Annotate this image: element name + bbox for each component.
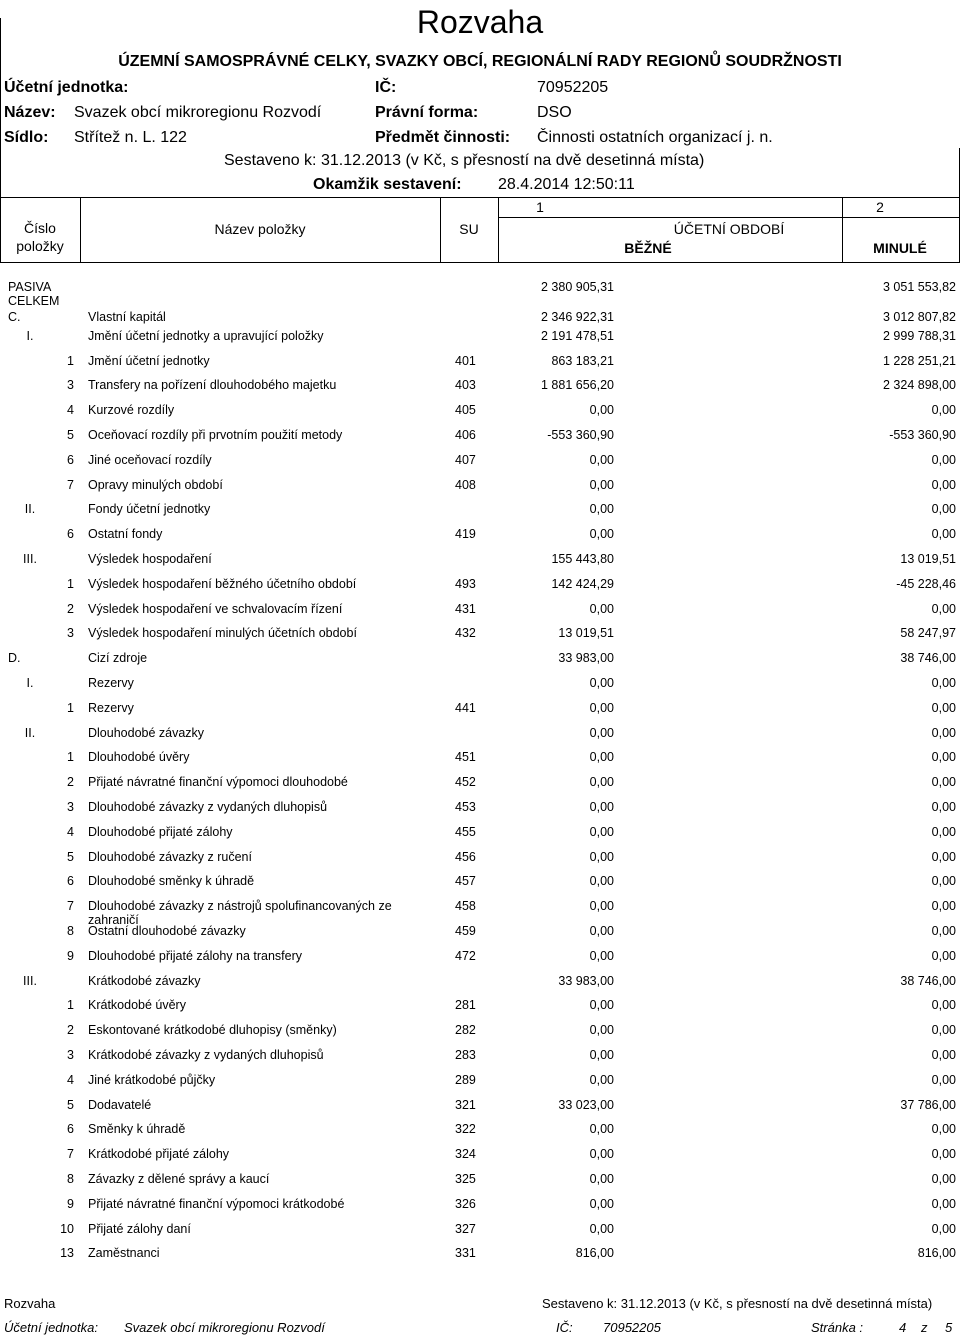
table-row — [0, 552, 960, 576]
table-row — [0, 428, 960, 452]
row-previous-value: 0,00 — [931, 948, 956, 963]
table-row — [0, 280, 960, 308]
table-header-line — [80, 197, 81, 263]
row-current-value: 0,00 — [589, 874, 614, 889]
row-number: 6 — [67, 452, 74, 467]
row-name: Přijaté zálohy daní — [88, 1221, 191, 1236]
row-su: 406 — [455, 428, 476, 442]
footer-total: 5 — [945, 1320, 953, 1335]
table-row — [0, 949, 960, 973]
row-number: 3 — [67, 626, 74, 641]
row-current-value: 0,00 — [589, 403, 614, 418]
row-number: 5 — [67, 428, 74, 442]
table-row — [0, 1023, 960, 1047]
row-name: Opravy minulých období — [88, 477, 223, 492]
row-number: 9 — [67, 1196, 74, 1211]
row-name: Krátkodobé závazky z vydaných dluhopisů — [88, 1048, 324, 1062]
row-number: 3 — [67, 378, 74, 393]
row-name: Jmění účetní jednotky — [88, 353, 210, 368]
row-number: 8 — [67, 1172, 74, 1186]
row-previous-value: 0,00 — [931, 1122, 956, 1137]
table-row — [0, 1197, 960, 1221]
row-previous-value: 0,00 — [931, 1048, 956, 1062]
row-section: D. — [8, 651, 21, 666]
row-name: Dlouhodobé závazky z nástrojů spolufinancovaných ze zahraničí — [88, 899, 392, 928]
table-row — [0, 726, 960, 750]
table-header-line — [498, 217, 960, 218]
table-row — [0, 1122, 960, 1146]
row-previous-value: 3 051 553,82 — [883, 280, 956, 294]
row-previous-value: 3 012 807,82 — [883, 310, 956, 324]
table-row — [0, 800, 960, 824]
row-number: 4 — [67, 824, 74, 839]
footer-of: z — [921, 1320, 928, 1335]
previous-period-header: MINULÉ — [873, 240, 927, 256]
row-name: Krátkodobé úvěry — [88, 998, 186, 1013]
row-current-value: 142 424,29 — [551, 576, 614, 591]
row-number: 4 — [67, 403, 74, 418]
row-name: Dlouhodobé přijaté zálohy — [88, 824, 233, 839]
row-current-value: 0,00 — [589, 824, 614, 839]
row-current-value: 0,00 — [589, 1048, 614, 1062]
row-current-value: 13 019,51 — [558, 626, 614, 641]
table-header-line — [440, 197, 441, 263]
row-su: 282 — [455, 1023, 476, 1038]
row-number: 2 — [67, 775, 74, 790]
row-su: 472 — [455, 948, 476, 963]
legal-form-label: Právní forma: — [375, 104, 479, 121]
row-name: Krátkodobé závazky — [88, 973, 201, 988]
row-name: Dlouhodobé směnky k úhradě — [88, 874, 255, 889]
row-current-value: 0,00 — [589, 1072, 614, 1087]
row-current-value: 0,00 — [589, 998, 614, 1013]
row-name: Výsledek hospodaření minulých účetních období — [88, 626, 357, 641]
row-name: Ostatní fondy — [88, 527, 163, 542]
row-name: Výsledek hospodaření — [88, 552, 212, 566]
row-section: I. — [26, 676, 34, 690]
row-previous-value: 38 746,00 — [900, 973, 956, 988]
table-header-line — [0, 262, 960, 263]
row-section: III. — [23, 973, 37, 988]
footer-ic-label: IČ: — [556, 1320, 573, 1335]
row-current-value: 2 191 478,51 — [541, 328, 614, 343]
row-previous-value: -553 360,90 — [889, 428, 956, 442]
row-current-value: 155 443,80 — [551, 552, 614, 566]
row-current-value: 0,00 — [589, 1147, 614, 1162]
row-name: Výsledek hospodaření ve schvalovacím řízení — [88, 601, 343, 616]
table-row — [0, 577, 960, 601]
table-row — [0, 1048, 960, 1072]
row-su: 407 — [455, 452, 476, 467]
table-row — [0, 478, 960, 502]
row-section: II. — [24, 725, 36, 740]
row-current-value: 0,00 — [589, 1172, 614, 1186]
row-su: 281 — [455, 998, 476, 1013]
table-row — [0, 378, 960, 402]
row-current-value: 33 983,00 — [558, 651, 614, 666]
table-row — [0, 329, 960, 353]
row-su: 432 — [455, 626, 476, 641]
row-su: 405 — [455, 403, 476, 418]
row-previous-value: 0,00 — [931, 899, 956, 914]
row-current-value: 0,00 — [589, 924, 614, 938]
table-row — [0, 602, 960, 626]
row-su: 453 — [455, 800, 476, 814]
table-row — [0, 924, 960, 948]
row-su: 283 — [455, 1048, 476, 1062]
ic-label: IČ: — [375, 79, 397, 96]
footer-ic-value: 70952205 — [603, 1320, 661, 1335]
row-su: 419 — [455, 527, 476, 542]
row-name: Cizí zdroje — [88, 651, 148, 666]
name-label: Název: — [4, 104, 56, 121]
row-su: 327 — [455, 1221, 476, 1236]
row-previous-value: 0,00 — [931, 1196, 956, 1211]
row-previous-value: 13 019,51 — [900, 552, 956, 566]
row-current-value: 0,00 — [589, 1221, 614, 1236]
frame-line — [0, 197, 960, 198]
col2-number: 2 — [876, 199, 884, 215]
table-row — [0, 974, 960, 998]
row-current-value: 0,00 — [589, 477, 614, 492]
su-header: SU — [459, 221, 479, 237]
table-row — [0, 825, 960, 849]
row-previous-value: 0,00 — [931, 725, 956, 740]
row-su: 431 — [455, 601, 476, 616]
row-name: Jiné oceňovací rozdíly — [88, 452, 212, 467]
row-current-value: 0,00 — [589, 601, 614, 616]
table-row — [0, 1073, 960, 1097]
row-previous-value: 0,00 — [931, 824, 956, 839]
row-su: 322 — [455, 1122, 476, 1137]
row-su: 289 — [455, 1072, 476, 1087]
row-number: 1 — [67, 576, 74, 591]
row-previous-value: 58 247,97 — [900, 626, 956, 641]
table-row — [0, 775, 960, 799]
row-number: 9 — [67, 948, 74, 963]
row-current-value: 0,00 — [589, 750, 614, 765]
row-current-value: -553 360,90 — [547, 428, 614, 442]
row-current-value: 0,00 — [589, 1122, 614, 1137]
row-section: PASIVA CELKEM — [8, 280, 60, 308]
row-name: Přijaté návratné finanční výpomoci dlouhodobé — [88, 775, 348, 790]
row-previous-value: 0,00 — [931, 924, 956, 938]
row-number: 10 — [60, 1221, 74, 1236]
row-number: 7 — [67, 899, 74, 914]
current-period-header: BĚŽNÉ — [624, 240, 672, 256]
row-current-value: 0,00 — [589, 1196, 614, 1211]
table-row — [0, 1147, 960, 1171]
row-previous-value: 0,00 — [931, 477, 956, 492]
row-previous-value: 0,00 — [931, 1072, 956, 1087]
row-previous-value: 0,00 — [931, 502, 956, 517]
row-name: Rezervy — [88, 676, 134, 690]
row-previous-value: 0,00 — [931, 998, 956, 1013]
row-previous-value: 2 324 898,00 — [883, 378, 956, 393]
row-previous-value: 0,00 — [931, 676, 956, 690]
row-name: Rezervy — [88, 700, 134, 715]
row-name: Fondy účetní jednotky — [88, 502, 211, 517]
table-row — [0, 651, 960, 675]
row-current-value: 0,00 — [589, 800, 614, 814]
row-number: 1 — [67, 750, 74, 765]
row-number: 3 — [67, 1048, 74, 1062]
row-su: 321 — [455, 1097, 476, 1112]
table-row — [0, 502, 960, 526]
row-name: Dlouhodobé závazky z ručení — [88, 849, 252, 864]
table-row — [0, 750, 960, 774]
row-su: 452 — [455, 775, 476, 790]
col1-number: 1 — [536, 199, 544, 215]
row-previous-value: 0,00 — [931, 800, 956, 814]
table-row — [0, 701, 960, 725]
activity-value: Činnosti ostatních organizací j. n. — [537, 129, 773, 146]
row-previous-value: 0,00 — [931, 874, 956, 889]
footer-compiled: Sestaveno k: 31.12.2013 (v Kč, s přesností na dvě desetinná místa) — [542, 1296, 933, 1311]
row-current-value: 0,00 — [589, 700, 614, 715]
table-row — [0, 998, 960, 1022]
row-su: 457 — [455, 874, 476, 889]
row-name: Dodavatelé — [88, 1097, 152, 1112]
legal-form-value: DSO — [537, 104, 572, 121]
row-current-value: 1 881 656,20 — [541, 378, 614, 393]
item-name-header: Název položky — [214, 221, 306, 237]
row-number: 1 — [67, 353, 74, 368]
row-section: C. — [8, 310, 21, 324]
table-row — [0, 899, 960, 928]
row-previous-value: 38 746,00 — [900, 651, 956, 666]
footer-unit-label: Účetní jednotka: — [4, 1320, 98, 1335]
row-su: 441 — [455, 700, 476, 715]
compiled-line: Sestaveno k: 31.12.2013 (v Kč, s přesností na dvě desetinná místa) — [224, 152, 705, 169]
row-su: 451 — [455, 750, 476, 765]
row-number: 7 — [67, 1147, 74, 1162]
row-previous-value: 0,00 — [931, 700, 956, 715]
row-current-value: 0,00 — [589, 502, 614, 517]
unit-label: Účetní jednotka: — [4, 79, 129, 96]
table-row — [0, 626, 960, 650]
row-number: 8 — [67, 924, 74, 938]
row-name: Závazky z dělené správy a kaucí — [88, 1172, 270, 1186]
row-su: 455 — [455, 824, 476, 839]
ic-value: 70952205 — [537, 79, 609, 96]
row-previous-value: 0,00 — [931, 775, 956, 790]
row-previous-value: 0,00 — [931, 849, 956, 864]
row-current-value: 2 346 922,31 — [541, 310, 614, 324]
footer-page-label: Stránka : — [811, 1320, 864, 1335]
frame-line — [0, 18, 1, 198]
row-su: 401 — [455, 353, 476, 368]
footer-unit-value: Svazek obcí mikroregionu Rozvodí — [124, 1320, 325, 1335]
row-name: Zaměstnanci — [88, 1246, 160, 1261]
row-current-value: 0,00 — [589, 849, 614, 864]
row-current-value: 0,00 — [589, 452, 614, 467]
row-current-value: 33 983,00 — [558, 973, 614, 988]
row-number: 7 — [67, 477, 74, 492]
row-number: 3 — [67, 800, 74, 814]
row-previous-value: 37 786,00 — [900, 1097, 956, 1112]
moment-label: Okamžik sestavení: — [313, 176, 462, 193]
item-number-header: Číslo — [24, 220, 56, 236]
table-row — [0, 1246, 960, 1270]
row-number: 5 — [67, 849, 74, 864]
row-current-value: 0,00 — [589, 948, 614, 963]
row-number: 6 — [67, 874, 74, 889]
row-current-value: 0,00 — [589, 1023, 614, 1038]
table-row — [0, 453, 960, 477]
seat-label: Sídlo: — [4, 129, 49, 146]
row-current-value: 816,00 — [575, 1246, 614, 1261]
seat-value: Střítež n. L. 122 — [74, 129, 187, 146]
table-row — [0, 354, 960, 378]
table-row — [0, 1098, 960, 1122]
table-header-line — [498, 197, 499, 263]
row-su: 331 — [455, 1246, 476, 1261]
table-row — [0, 874, 960, 898]
row-name: Výsledek hospodaření běžného účetního období — [88, 576, 357, 591]
row-name: Dlouhodobé přijaté zálohy na transfery — [88, 948, 303, 963]
row-su: 325 — [455, 1172, 476, 1186]
table-row — [0, 403, 960, 427]
row-number: 1 — [67, 998, 74, 1013]
row-previous-value: 0,00 — [931, 403, 956, 418]
row-previous-value: 2 999 788,31 — [883, 328, 956, 343]
row-previous-value: 0,00 — [931, 527, 956, 542]
row-current-value: 0,00 — [589, 676, 614, 690]
row-number: 5 — [67, 1097, 74, 1112]
row-name: Kurzové rozdíly — [88, 403, 175, 418]
table-header-line — [0, 197, 1, 263]
row-previous-value: 0,00 — [931, 1221, 956, 1236]
row-section: II. — [24, 502, 36, 517]
row-number: 6 — [67, 527, 74, 542]
report-subtitle: ÚZEMNÍ SAMOSPRÁVNÉ CELKY, SVAZKY OBCÍ, REGIONÁLNÍ RADY REGIONŮ SOUDRŽNOSTI — [118, 53, 842, 70]
row-number: 1 — [67, 700, 74, 715]
moment-value: 28.4.2014 12:50:11 — [498, 176, 635, 193]
row-name: Směnky k úhradě — [88, 1122, 186, 1137]
footer-page: 4 — [899, 1320, 907, 1335]
row-name: Ostatní dlouhodobé závazky — [88, 924, 246, 938]
row-section: III. — [23, 552, 37, 566]
row-current-value: 0,00 — [589, 899, 614, 914]
row-name: Jmění účetní jednotky a upravující položky — [88, 328, 324, 343]
row-name: Jiné krátkodobé půjčky — [88, 1072, 216, 1087]
row-su: 408 — [455, 477, 476, 492]
row-current-value: 2 380 905,31 — [541, 280, 614, 294]
row-name: Krátkodobé přijaté zálohy — [88, 1147, 230, 1162]
period-header: ÚČETNÍ OBDOBÍ — [673, 221, 785, 237]
row-previous-value: 816,00 — [917, 1246, 956, 1261]
row-name: Dlouhodobé závazky — [88, 725, 205, 740]
row-su: 324 — [455, 1147, 476, 1162]
table-row — [0, 1222, 960, 1246]
row-name: Vlastní kapitál — [88, 310, 166, 324]
page-title: Rozvaha — [416, 4, 544, 40]
row-su: 403 — [455, 378, 476, 393]
row-previous-value: 0,00 — [931, 1172, 956, 1186]
row-previous-value: 0,00 — [931, 1023, 956, 1038]
item-number-header-2: položky — [16, 238, 64, 254]
row-current-value: 0,00 — [589, 725, 614, 740]
row-su: 458 — [455, 899, 476, 914]
row-name: Dlouhodobé úvěry — [88, 750, 190, 765]
row-current-value: 863 183,21 — [551, 353, 614, 368]
table-row — [0, 676, 960, 700]
row-number: 4 — [67, 1072, 74, 1087]
row-su: 326 — [455, 1196, 476, 1211]
table-row — [0, 850, 960, 874]
row-name: Dlouhodobé závazky z vydaných dluhopisů — [88, 800, 328, 814]
row-previous-value: 1 228 251,21 — [883, 353, 956, 368]
row-number: 13 — [60, 1246, 74, 1261]
row-number: 2 — [67, 1023, 74, 1038]
activity-label: Předmět činnosti: — [375, 129, 511, 146]
row-previous-value: 0,00 — [931, 601, 956, 616]
row-name: Přijaté návratné finanční výpomoci krátkodobé — [88, 1196, 345, 1211]
row-previous-value: -45 228,46 — [896, 576, 956, 591]
row-su: 493 — [455, 576, 476, 591]
table-row — [0, 527, 960, 551]
row-current-value: 0,00 — [589, 775, 614, 790]
table-row — [0, 1172, 960, 1196]
row-previous-value: 0,00 — [931, 1147, 956, 1162]
table-header-line — [842, 197, 843, 263]
row-name: Eskontované krátkodobé dluhopisy (směnky) — [88, 1023, 337, 1038]
row-name: Transfery na pořízení dlouhodobého majetku — [88, 378, 337, 393]
row-previous-value: 0,00 — [931, 452, 956, 467]
row-name: Oceňovací rozdíly při prvotním použití metody — [88, 428, 343, 442]
row-number: 6 — [67, 1122, 74, 1137]
footer-doc: Rozvaha — [4, 1296, 56, 1311]
row-su: 459 — [455, 924, 476, 938]
row-section: I. — [26, 328, 34, 343]
row-number: 2 — [67, 601, 74, 616]
row-current-value: 33 023,00 — [558, 1097, 614, 1112]
name-value: Svazek obcí mikroregionu Rozvodí — [74, 104, 322, 121]
row-previous-value: 0,00 — [931, 750, 956, 765]
row-su: 456 — [455, 849, 476, 864]
row-current-value: 0,00 — [589, 527, 614, 542]
